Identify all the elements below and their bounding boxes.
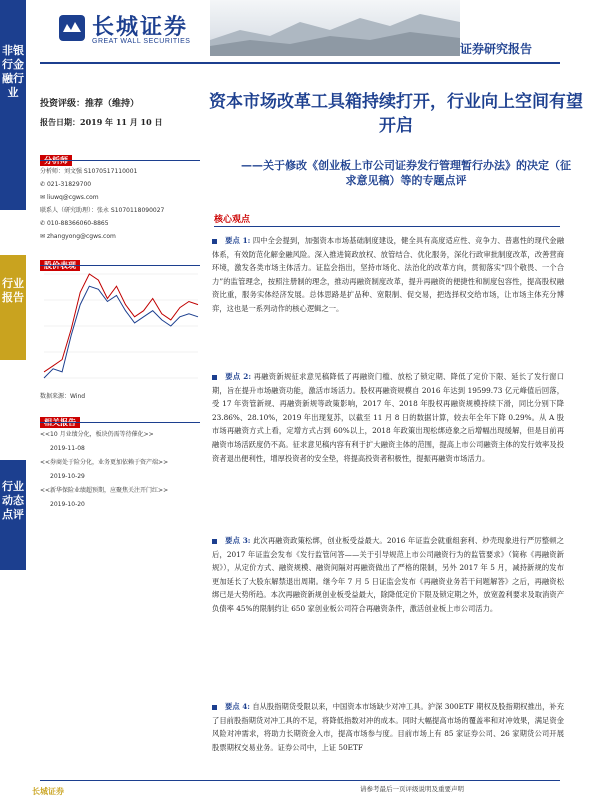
sector-band-text: 非银行金融行业 (2, 44, 24, 99)
analyst-phone: ✆ 021-31829700 (40, 181, 92, 188)
chart-series-line (44, 274, 198, 372)
investment-rating: 投资评级：推荐（维持） (40, 99, 140, 109)
phone-icon: ✆ (40, 220, 47, 227)
key-point-label: 要点 2: (225, 372, 252, 381)
report-type-label: 证券研究报告 (460, 42, 533, 56)
key-point-label: 要点 4: (225, 702, 250, 711)
key-point-text: 自从股指期货受限以来，中国资本市场缺少对冲工具。沪深 300ETF 期权及股指期权推出，补充了目前股指期货对冲工具的不足，将降低指数对冲的成本。同时大幅提高市场的覆盖率和对冲效果，满足资金风险对冲需求，将助力长期资金入市，提高市场参与度。目前市场上有 85 家证券公司、26 家期货公司开展股票期权交易业务。证券公司中，上证 50ETF (212, 702, 564, 752)
bullet-icon (212, 239, 217, 244)
related-report-link[interactable]: <<新华保险业绩超预期，应聚焦关注开门红>> (40, 487, 169, 494)
report-title: 资本市场改革工具箱持续打开，行业向上空间有望开启 (209, 92, 583, 136)
key-point-label: 要点 1: (225, 236, 251, 245)
key-point-text: 再融资新规征求意见稿降低了再融资门槛、放松了锁定期、降低了定价下限、延长了发行窗口期，旨在提升市场融资功能，激活市场活力。股权再融资规模自 2016 年达到 19599.73 亿元峰值后回落，受 17 年资管新规、再融资新规等政策影响，2017 年、2018 年股权再融资规模持续下滑，同比分别下降 23.86%、28.10%，2019 年出现复苏，以截至 11 月 8 日的数据计算，较去年全年下降 0.29%。从 A 股市场再融资方式上看，定增方式占到 60%以上，2018 年政策出现松绑迹象之后增幅出现缓解，但是目前再融资市场活跃度仍不高。征求意见稿内容有利于扩大融资主体的范围，提高上市公司融资主体的发行效率及投资者退出便利性，增厚投资者的安全垫，将提高投资者积极性，提振再融资市场活力。 (212, 372, 565, 463)
assistant-line: 联系人（研究助理）：张永 S1070118090027 (40, 207, 165, 214)
report-style-band (0, 460, 26, 570)
key-point (212, 534, 564, 616)
core-divider (214, 226, 560, 227)
stock-performance-chart (40, 268, 202, 388)
report-kind-band-text: 行业报告 (2, 277, 24, 304)
assistant-phone: ✆ 010-88366060-8865 (40, 220, 109, 227)
related-section-head (40, 410, 80, 429)
key-point-label: 要点 3: (225, 536, 251, 545)
phone-icon: ✆ (40, 181, 47, 188)
logo-english: GREAT WALL SECURITIES (92, 38, 191, 45)
great-wall-photo-icon (210, 0, 460, 56)
analyst-info (40, 165, 205, 243)
related-divider (40, 422, 200, 423)
logo-text: 长城证券 (92, 15, 189, 40)
key-point (212, 370, 564, 465)
analyst-email[interactable]: ✉ liuwq@cgws.com (40, 194, 99, 201)
key-point-text: 四中全会提到，加强资本市场基础制度建设，健全具有高度适应性、竞争力、普惠性的现代金融体系，有效防范化解金融风险。深入推进简政放权、放管结合、优化服务，深化行政审批制度改革，改善营商环境，激发各类市场主体活力。证监会指出，坚持市场化、法治化的改革方向，贯彻落实“四个敬畏、一个合力”的监管理念，按照注册制的理念，推动再融资制度改革，提升再融资的便捷性和制度包容性，提高股权融资比重，服务实体经济发展。总体思路是扩品种、宽限制、促交易，把选择权交给市场，让市场主体充分博弈，这也是一系列动作的核心逻辑之一。 (212, 236, 564, 313)
chart-divider (40, 265, 200, 266)
analyst-divider (40, 160, 200, 161)
assistant-email[interactable]: ✉ zhangyong@cgws.com (40, 233, 116, 240)
report-date: 报告日期：2019 年 11 月 10 日 (40, 117, 163, 127)
header-divider (40, 62, 560, 64)
chart-source: 数据来源：Wind (40, 393, 86, 400)
bullet-icon (212, 705, 217, 710)
footer-divider (40, 780, 560, 781)
bullet-icon (212, 375, 217, 380)
key-point (212, 700, 564, 754)
report-kind-band (0, 255, 26, 360)
analyst-line: 分析师：刘文强 S1070517110001 (40, 168, 138, 175)
email-icon: ✉ (40, 233, 47, 240)
key-point-text: 此次再融资政策松绑，创业板受益最大。2016 年证监会就重组套利、炒壳现象进行严厉整顿之后，2017 年证监会发布《发行监管问答——关于引导规范上市公司融资行为的监管要求》（简称《再融资新规》），从定价方式、融资规模、融资间隔对再融资做出了严格的限制，另外 2017 年 5 月，减持新规的发布更加延长了大股东解禁退出周期。继今年 7 月 5 日证监会发布《再融资业务若干问题解答》之后，再融资松绑已是大势所趋。本次再融资新规创业板受益最大，除降低定价下限及锁定期之外，放宽盈利要求及取消资产负债率 45%的限制约让 650 家创业板公司符合再融资条件，激活创业板上市公司活力。 (212, 536, 564, 613)
footer-disclaimer: 请参考最后一页评级说明及重要声明 (360, 785, 464, 793)
related-report-date: 2019-10-20 (50, 501, 85, 508)
related-reports (40, 428, 205, 512)
sector-band (0, 0, 26, 210)
email-icon: ✉ (40, 194, 47, 201)
header-image (210, 0, 460, 56)
footer-logo: 长城证券 (32, 787, 64, 796)
related-report-date: 2019-11-08 (50, 445, 85, 452)
bullet-icon (212, 539, 217, 544)
company-logo (58, 10, 198, 50)
related-report-link[interactable]: <<10 月业绩分化，板块仍需等待催化>> (40, 431, 154, 438)
report-style-band-text: 行业动态点评 (2, 480, 24, 521)
core-views-heading: 核心观点 (214, 215, 251, 225)
report-subtitle: ——关于修改《创业板上市公司证券发行管理暂行办法》的决定（征求意见稿）等的专题点评 (241, 159, 571, 187)
great-wall-logo-icon (58, 14, 86, 42)
related-report-date: 2019-10-29 (50, 473, 85, 480)
key-point (212, 234, 564, 316)
related-report-link[interactable]: <<券商处于险分化，业务更加依赖于资产端>> (40, 459, 169, 466)
